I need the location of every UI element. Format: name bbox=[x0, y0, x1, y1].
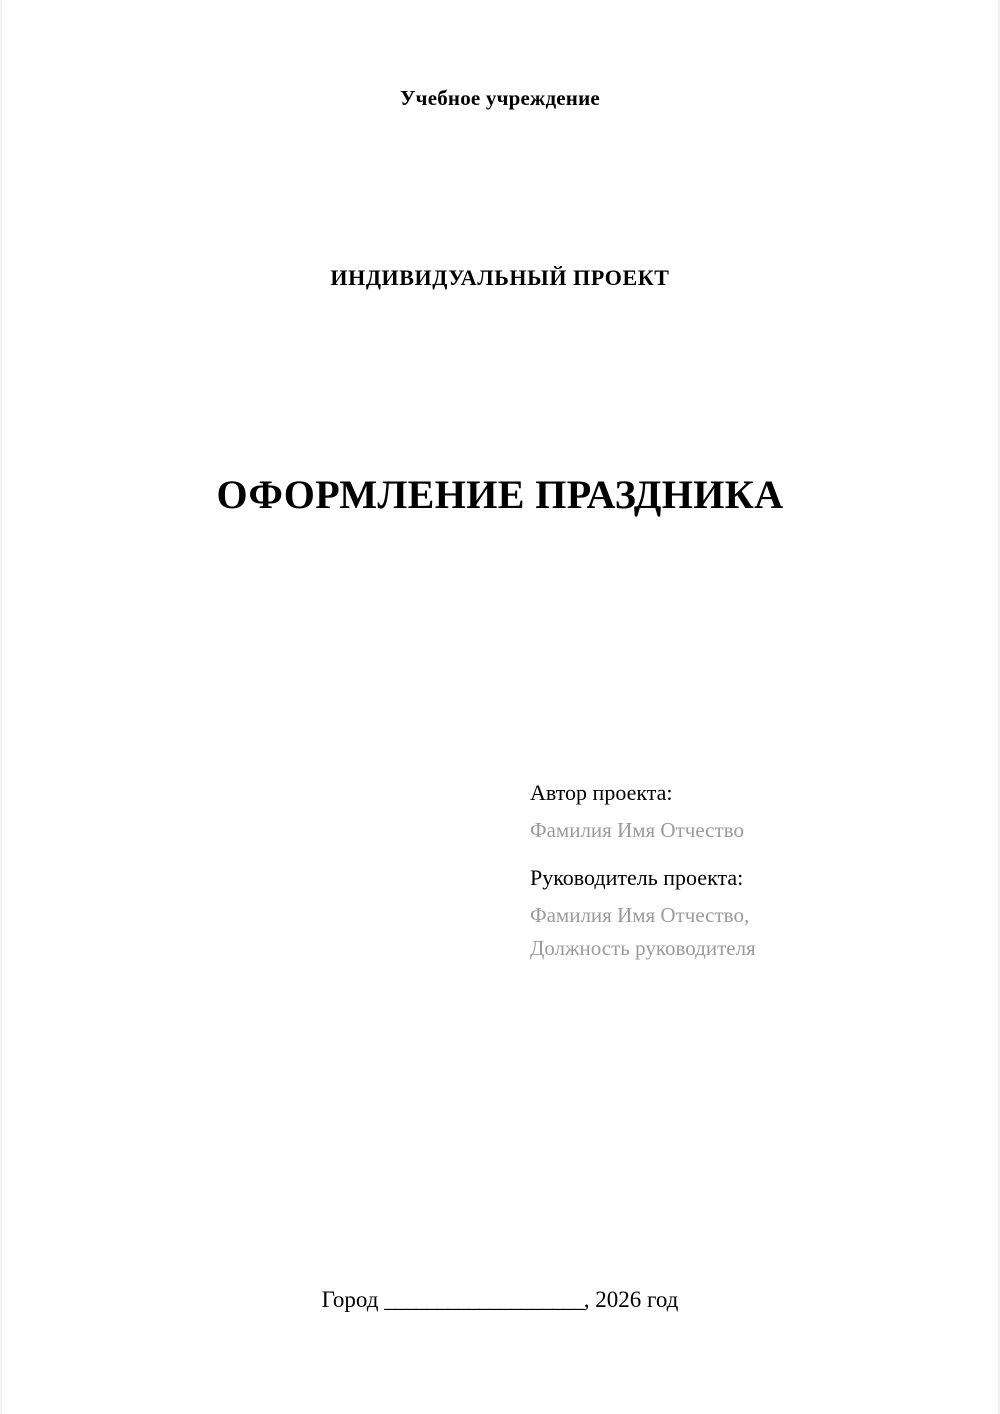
author-value: Фамилия Имя Отчество bbox=[530, 818, 744, 842]
supervisor-block bbox=[530, 867, 930, 959]
institution-name: Учебное учреждение bbox=[400, 86, 600, 110]
author-block bbox=[530, 782, 930, 841]
author-label: Автор проекта: bbox=[530, 780, 673, 805]
credits-section bbox=[530, 782, 930, 985]
footer-city-year bbox=[0, 1287, 1000, 1313]
year-text: , 2026 год bbox=[583, 1287, 679, 1312]
supervisor-label: Руководитель проекта: bbox=[530, 865, 744, 890]
city-label: Город bbox=[321, 1287, 379, 1312]
supervisor-value-line2: Должность руководителя bbox=[530, 936, 756, 960]
supervisor-value-line1: Фамилия Имя Отчество, bbox=[530, 903, 750, 927]
city-blank-line: ___________________ bbox=[384, 1287, 584, 1312]
page-title: ОФОРМЛЕНИЕ ПРАЗДНИКА bbox=[216, 471, 784, 517]
document-type: ИНДИВИДУАЛЬНЫЙ ПРОЕКТ bbox=[330, 265, 670, 290]
